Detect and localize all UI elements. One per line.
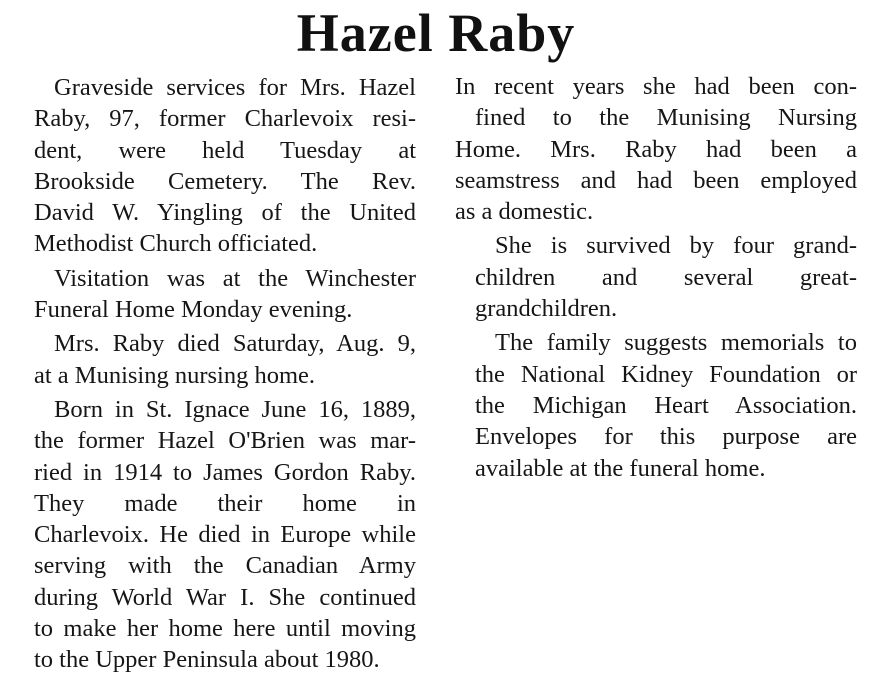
text-line: at a Munising nursing home.: [34, 361, 316, 389]
right-column: [455, 71, 857, 487]
text-line: Graveside services for Mrs. Hazel: [54, 74, 416, 101]
text-line: grandchildren.: [475, 295, 618, 323]
paragraph-biography: [14, 394, 416, 676]
headline: Hazel Raby: [296, 3, 576, 63]
text-line: serving with the Canadian Army: [34, 552, 416, 580]
text-line: during World War I. She continued: [34, 583, 416, 611]
text-line: ried in 1914 to James Gordon Raby.: [34, 458, 416, 486]
text-line: seamstress and had been employed: [455, 166, 857, 194]
text-line: Home. Mrs. Raby had been a: [455, 135, 857, 163]
text-line: fined to the Munising Nursing: [475, 104, 857, 132]
text-line: the Michigan Heart Association.: [475, 391, 857, 419]
text-line: as a domestic.: [455, 198, 594, 226]
paragraph-memorials: [455, 327, 857, 483]
text-line: the former Hazel O'Brien was mar-: [34, 427, 416, 455]
text-line: The family suggests memorials to: [495, 329, 857, 357]
paragraph-death: [14, 328, 416, 391]
text-line: dent, were held Tuesday at: [34, 136, 416, 164]
text-line: Envelopes for this purpose are: [475, 423, 857, 451]
text-line: Mrs. Raby died Saturday, Aug. 9,: [54, 330, 416, 358]
text-line: Raby, 97, former Charlevoix resi-: [34, 105, 416, 133]
text-line: Brookside Cemetery. The Rev.: [34, 167, 416, 195]
text-line: Born in St. Ignace June 16, 1889,: [54, 395, 416, 423]
text-line: Funeral Home Monday evening.: [34, 296, 353, 324]
text-line: They made their home in: [34, 489, 416, 517]
paragraph-recent-years: [455, 71, 857, 227]
paragraph-services: [14, 72, 416, 260]
text-line: Charlevoix. He died in Europe while: [34, 521, 416, 549]
left-column: [14, 72, 416, 679]
text-line: to make her home here until moving: [34, 615, 416, 643]
text-line: Methodist Church officiated.: [34, 230, 318, 258]
text-line: children and several great-: [475, 263, 857, 291]
text-line: available at the funeral home.: [475, 454, 766, 482]
paragraph-survivors: [455, 230, 857, 324]
text-line: to the Upper Peninsula about 1980.: [34, 646, 380, 674]
text-line: She is survived by four grand-: [495, 232, 857, 260]
text-line: In recent years she had been con-: [455, 73, 857, 100]
text-line: the National Kidney Foundation or: [475, 360, 857, 388]
text-line: David W. Yingling of the United: [34, 199, 416, 227]
paragraph-visitation: [14, 263, 416, 326]
text-line: Visitation was at the Winchester: [54, 264, 416, 292]
